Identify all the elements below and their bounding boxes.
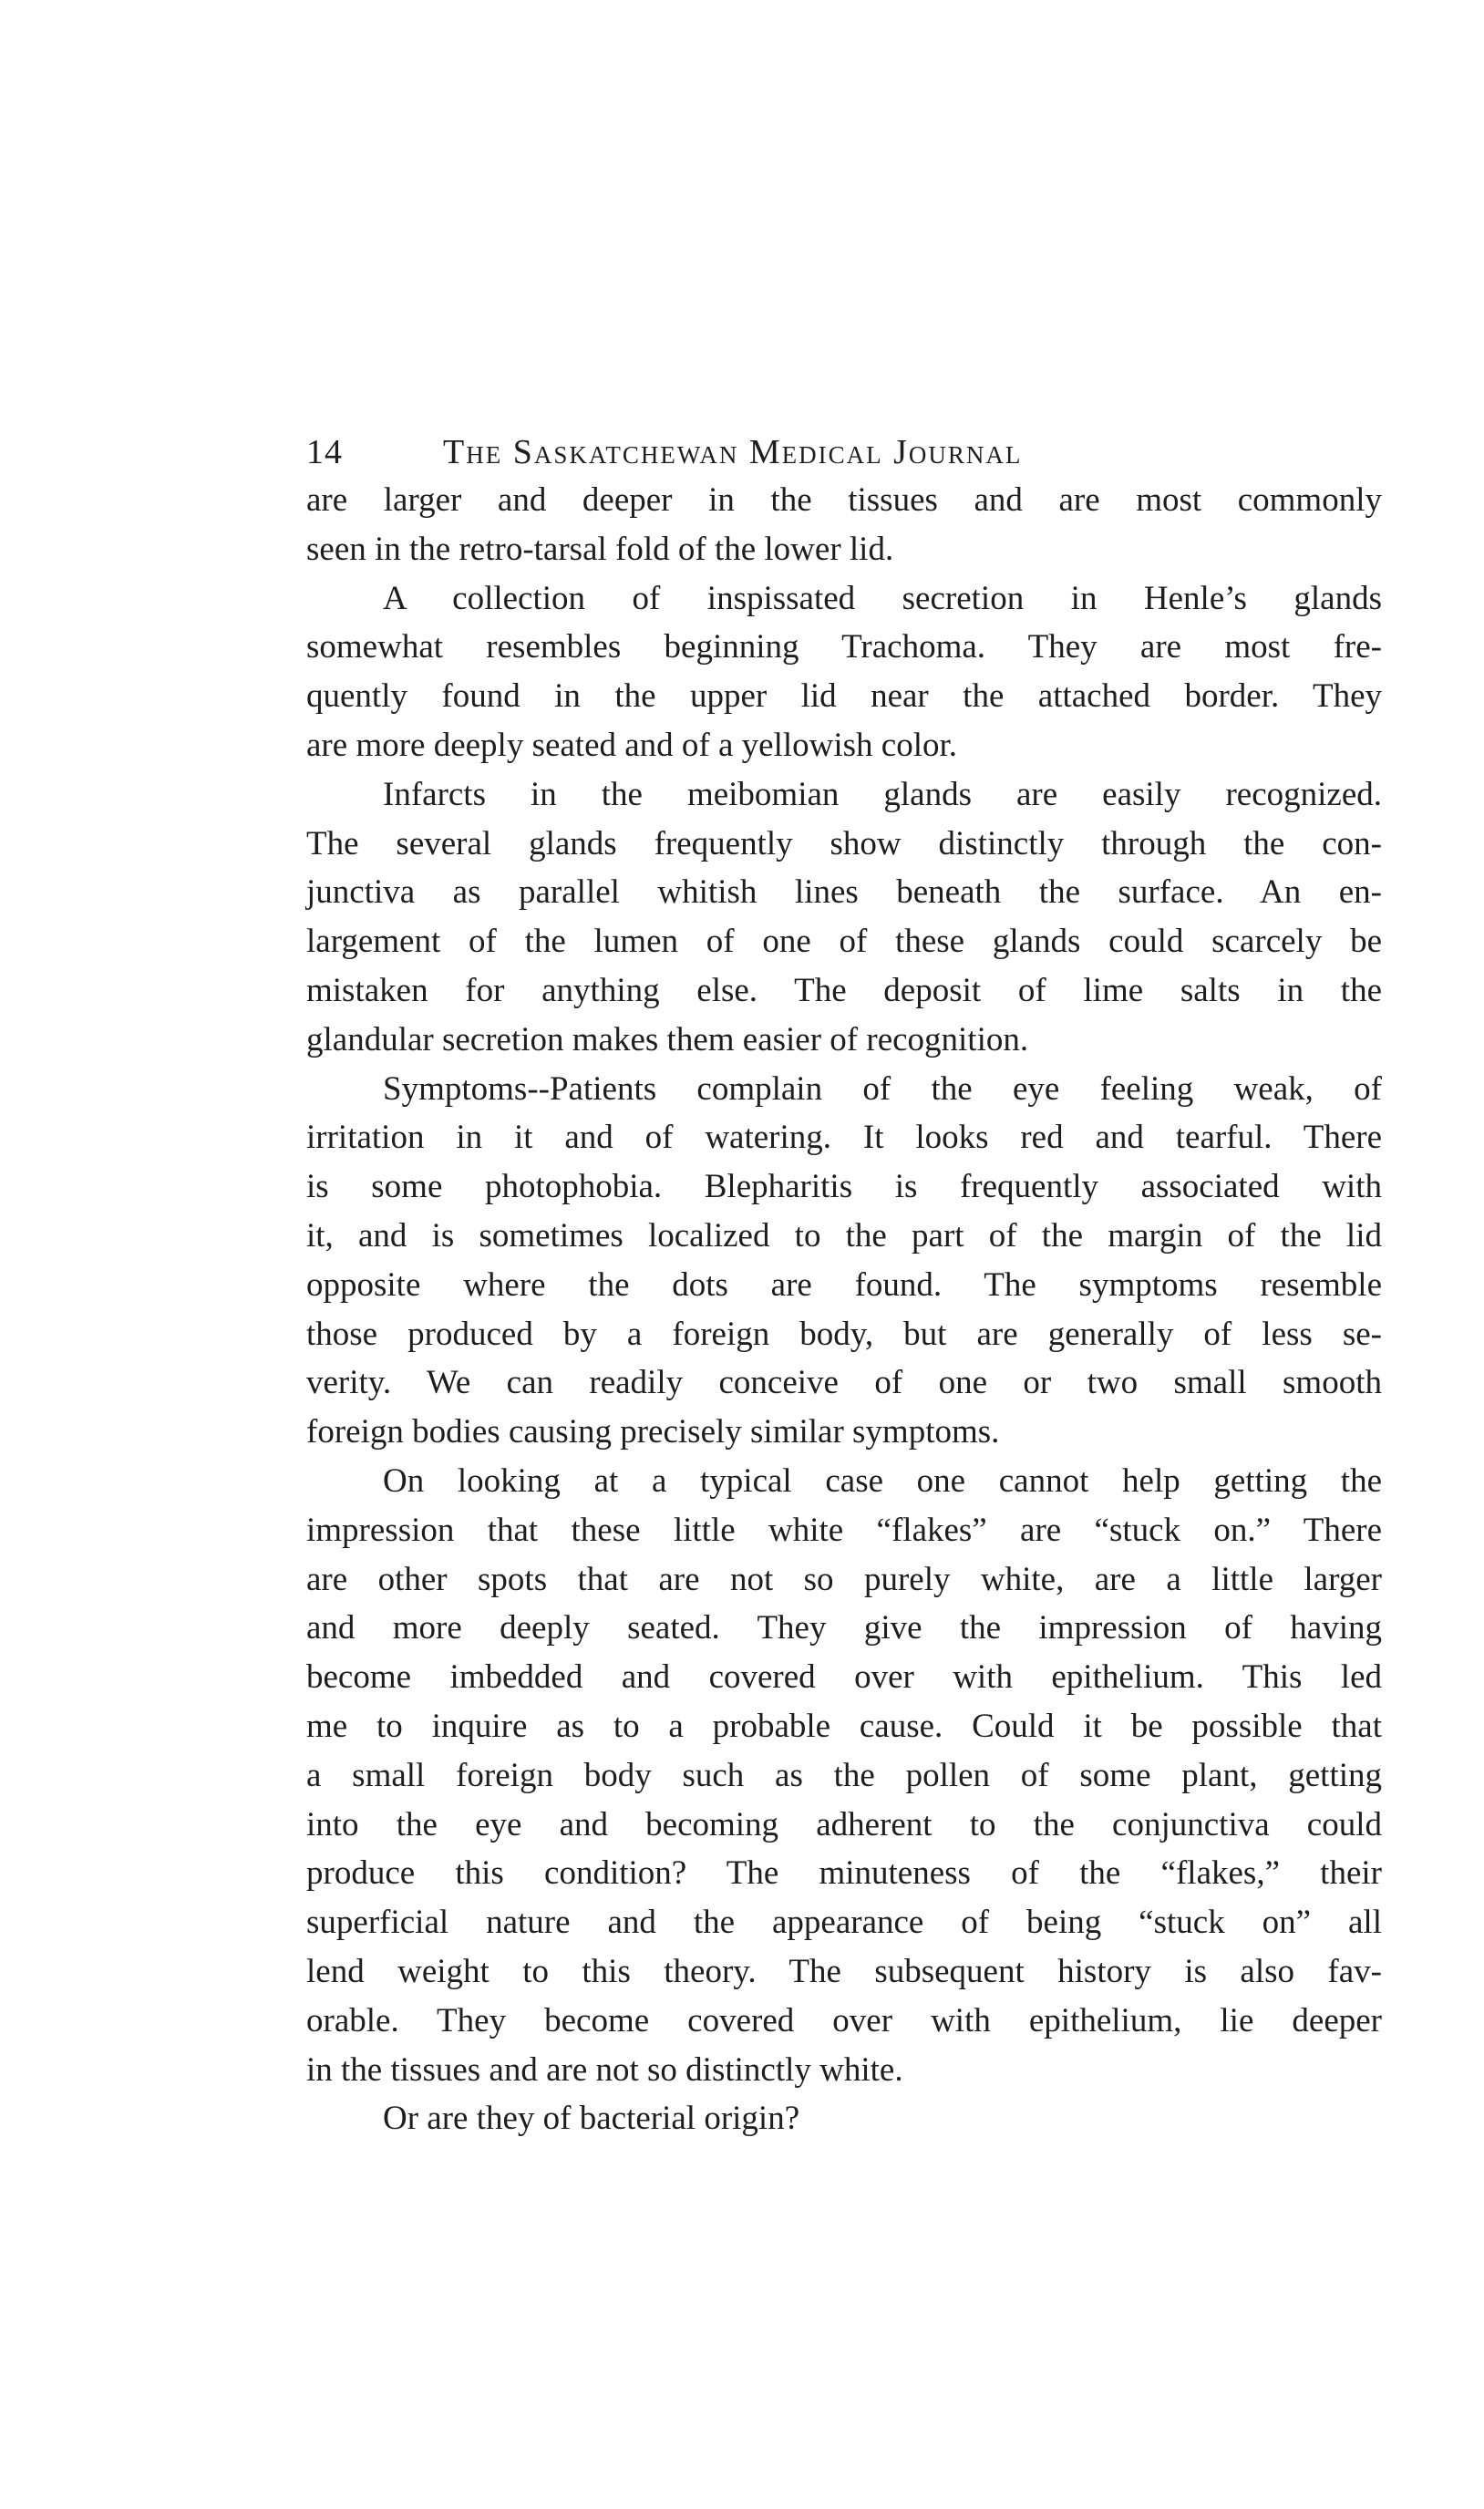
text-line: produce this condition? The minuteness of the “flakes,” their <box>306 1854 1382 1893</box>
text-line: in the tissues and are not so distinctly white. <box>306 2050 903 2089</box>
journal-title: The Saskatchewan Medical Journal <box>443 433 1023 471</box>
text-line: Symptoms--Patients complain of the eye feeling weak, of <box>383 1069 1382 1108</box>
text-line: junctiva as parallel whitish lines beneath the surface. An en- <box>306 873 1382 912</box>
text-line: orable. They become covered over with epithelium, lie deeper <box>306 2001 1382 2039</box>
text-line: me to inquire as to a probable cause. Could it be possible that <box>306 1707 1382 1745</box>
text-line: verity. We can readily conceive of one or two small smooth <box>306 1364 1382 1402</box>
text-line: a small foreign body such as the pollen of some plant, getting <box>306 1756 1382 1794</box>
text-line: somewhat resembles beginning Trachoma. They are most fre- <box>306 628 1382 666</box>
page-number: 14 <box>306 433 343 471</box>
text-line: Infarcts in the meibomian glands are easily recognized. <box>383 775 1382 813</box>
text-line: are other spots that are not so purely white, are a little larger <box>306 1560 1382 1598</box>
text-line: into the eye and becoming adherent to the conjunctiva could <box>306 1805 1382 1843</box>
text-line: Or are they of bacterial origin? <box>383 2100 800 2138</box>
text-line: A collection of inspissated secretion in Henle’s glands <box>383 579 1382 617</box>
text-line: foreign bodies causing precisely similar symptoms. <box>306 1413 1000 1451</box>
text-line: quently found in the upper lid near the attached border. They <box>306 677 1382 716</box>
text-line: and more deeply seated. They give the impression of having <box>306 1609 1382 1647</box>
running-head <box>306 430 1382 474</box>
text-line: largement of the lumen of one of these glands could scarcely be <box>306 923 1382 961</box>
text-line: is some photophobia. Blepharitis is frequently associated with <box>306 1168 1382 1206</box>
text-line: seen in the retro-tarsal fold of the lower lid. <box>306 530 894 568</box>
text-line: are larger and deeper in the tissues and are most commonly <box>306 481 1382 519</box>
text-line: On looking at a typical case one cannot help getting the <box>383 1461 1382 1500</box>
body-text <box>306 476 1382 2143</box>
text-line: are more deeply seated and of a yellowish color. <box>306 726 958 764</box>
text-line: superficial nature and the appearance of being “stuck on” all <box>306 1904 1382 1942</box>
text-line: those produced by a foreign body, but are generally of less se- <box>306 1315 1382 1353</box>
text-line: glandular secretion makes them easier of recognition. <box>306 1020 1029 1058</box>
text-line: The several glands frequently show distinctly through the con- <box>306 824 1382 862</box>
text-line: mistaken for anything else. The deposit of lime salts in the <box>306 971 1382 1009</box>
text-line: impression that these little white “flakes” are “stuck on.” There <box>306 1511 1382 1549</box>
text-line: it, and is sometimes localized to the part of the margin of the lid <box>306 1216 1382 1254</box>
text-line: opposite where the dots are found. The symptoms resemble <box>306 1265 1382 1304</box>
text-line: become imbedded and covered over with epithelium. This led <box>306 1658 1382 1697</box>
text-line: irritation in it and of watering. It looks red and tearful. There <box>306 1119 1382 1157</box>
text-line: lend weight to this theory. The subsequent history is also fav- <box>306 1952 1382 1990</box>
